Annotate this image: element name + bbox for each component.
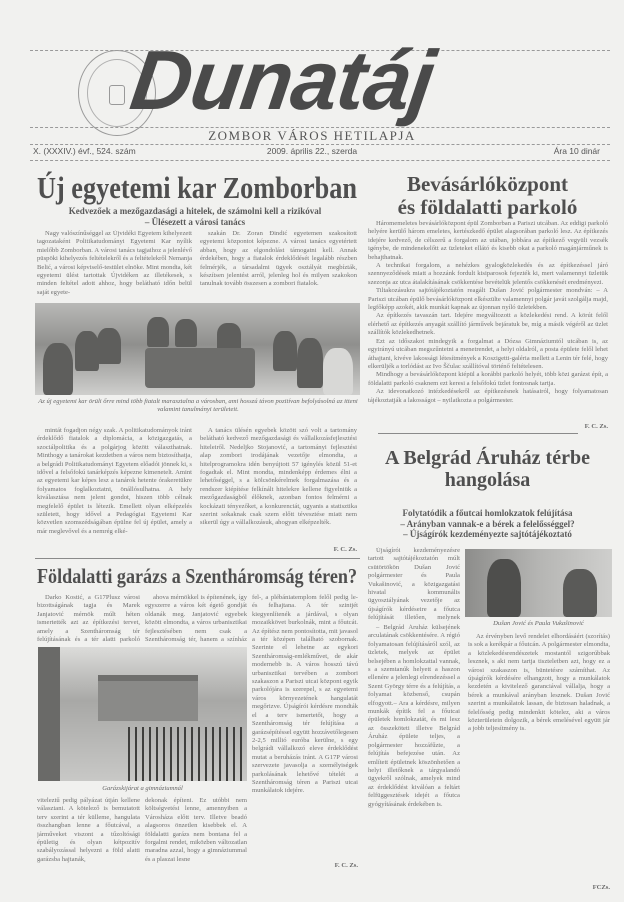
garage-exit-photo (38, 647, 247, 781)
issue-number: X. (XXXIV.) évf., 524. szám (33, 146, 136, 156)
article3-subtitle-line3: – Újságírók kezdeményezte sajtótájékoztató (403, 529, 572, 539)
article3-headline (365, 447, 610, 491)
article4-col2b: dekonak építeni. Ez utóbbi nem költségvetési lenne, amennyiben a Városháza előtt terv. Illetve beadó alagsoros önzetlen kisebbek el. A földalatti garázs nem bontana fel a forgalmi rendet, miközben változatlan maradna azzal, hogy a gimnáziummal és a plaszai lesne (145, 797, 247, 863)
article2-bottom-rule (378, 433, 578, 434)
article3-headline-line2: hangolása (444, 469, 531, 491)
council-meeting-photo (35, 303, 360, 395)
article3-col-right: Az érvényben levő rendelet elhordásáért (szorítás) is sok a kerékpár a főutcán. A polgármester elmondta, a közlekedésrendészetek mostantól szigorúbbak lesznek, s aki nem tartja tiszteletben azt, hogy ez a városi szakaszon is, büntetésre számíthat. Az újságírók kérdésére elhangzott, hogy a munkálatok kezdetén a kivitelező garanciával vállalja, hogy a bérek a munkával arányban lesznek. Dušan Jović szerint a munkálatok lassan, de biztosan haladnak, a felelősség pedig mindenkit kötelez, aki a város közterületein dolgozik, a bérek emelésével együtt jár a jobb teljesítmény is. (468, 633, 610, 733)
press-conference-photo (465, 549, 612, 617)
article4-photo-caption: Garázskijárat a gimnáziumnál (102, 785, 183, 792)
issue-date: 2009. április 22., szerda (266, 146, 358, 156)
issue-rule-top (30, 144, 610, 145)
article2-headline (365, 173, 610, 219)
masthead-tagline: ZOMBOR VÁROS HETILAPJA (208, 128, 416, 143)
article4-headline: Földalatti garázs a Szentháromság téren? (37, 564, 358, 588)
article4-col2: ahova mérnökkel is építenének, így egyszerre a város két égető gondját oldanák meg. Janjatović egyebek között elmondta, a város urbanisztikai fejlesztésében nem csak a Szentháromság tér, hanem a színház (145, 594, 247, 644)
article3-headline-line1: A Belgrád Áruház térbe (385, 447, 590, 469)
article2-headline-line1: Bevásárlóközpont (406, 172, 568, 196)
article4-col3: fel-, a plébániatemplom felől pedig le- és felhajtana. A tér szintjét kiegyenlítenék a járdával, s olyan mozaikkövet burkolnák, mint a főutcát. Az építész nem pontosította, mit javasol a tér középen található szobornak. Szerinte el lehetne az egykori Szentháromság-emlékművet, de akár modernebb is. A város hosszú távú urbanisztikai tervében a zombori szakaszon a Pariszi utcai központ egyik parkolójára is szerepel, s az egyetemi város környezetének hangulatát megőrizve. Újságírói kérdésre mondták el a terv ismertetői, hogy a Szentháromság tér felújítása a garázsépítéssel együtt hozzávetőlegesen 2-2,5 millió euróba kerülne, s egy belgrádi vállalkozó eleve érdeklődést mutat a beruházás iránt. A G17P városi szervezete javasolja a személyiségek parkolásának lehetővé tételét a Szentháromság téren a Pariszi utcai munkálatok idejére. (252, 594, 358, 795)
article1-headline: Új egyetemi kar Zomborban (37, 170, 358, 205)
article3-photo-caption: Dušan Jović és Paula Vukašinović (493, 620, 584, 627)
article1-col2: szakán Dr. Zoran Đindić egyetemen szakosított egyetemi központot képezne. A városi tanács egyetértett abban, hogy az elgondolást támogatni kell. Annak érdekében, hogy a fiatalok érdeklődését legalább részben felmérjék, a társadalmi ügyek osztályát megbízták, készítsen jelentést arról, jelenleg hol és milyen szakokon tanulnak tovább összesen a zombori fiatalok. (200, 230, 357, 288)
article1-photo-caption: Az új egyetemi kar örüli őrre mind több fiatalt marasztalna a városban, ami hosszú távon pozitívan befolyásolná az itteni valamint tanulmányi területeit. (38, 398, 358, 413)
newspaper-logo: Dunatáj (125, 33, 440, 127)
article1-col4: A tanács ülésén egyebek között szó volt a tartomány belátható kedvező mezőgazdasági és vállalkozásfejlesztési hiteleiről. Nedeljko Stojanović, a tartományi fejlesztési alap zombori irodájának vezetője elmondta, a hitelprogramokra idén benyújtott 57 igénylés közül 51-et fogadtak el. Mint mondta, mindenképp érdemes élni a lehetőséggel, s a kölcsönkérelmek forgalmazása és a rendszer kiépítése felkínált hitelekre kellene figyelniük a mezőgazdaságból élőknek, azonban fontos felmérni a kockázati tényezőket, a konkurenciát, ugyanis a statisztika szerint sokaknak csak szem előtt tévesztése miatt nem sikerül úgy a vállalkozásuk, ahogyan elképzelték. (200, 427, 357, 527)
article4-signature: F. C. Zs. (334, 862, 358, 869)
article1-col1: Nagy valószínűséggel az Újvidéki Egyetem kihelyezett tagozataként Politikatudományi Egyetemi Kar nyílik mielőbb Zomborban. A városi tanács tagjaihoz a jelenlévő püspöki kihelyezés feltételekről és a feltételekről Nemanja Belić, a városi képviselő-testület elnöke. Mint mondta, két egyetemi ülést tartottak Újvidéken az illetékesek, s minden feltétel adott ahhoz, hogy belátható időn belül saját egyete- (37, 230, 192, 296)
article3-intro: Újságírói kezdeményezésre tartott sajtótájékoztatón múlt csütörtökön Dušan Jović polgármester és Paula Vukašinović, a közigazgatási hivatal kommunális ügyosztályának vezetője az újságírók kérdéseire a főutca felújítását illetően, melynek (368, 547, 460, 622)
article1-bottom-rule (35, 558, 360, 559)
article4-col1b: viteleztű pedig pályázat útján kellene választani. A kötelező is bemutatott terv szerint a tér külleme, hangulata összhangban lenne a főutcával, a járműveket viszont a tűzoltósági épületig és olyan kétpozitív szabályozással helyezni a föld alatti garázsba hajtanák, (37, 797, 140, 863)
article3-subtitle (365, 508, 610, 540)
article3-subtitle-line2: – Arányban vannak-e a bérek a felelősséggel? (400, 518, 575, 529)
article3-subtitle-line1: Folytatódik a főutcai homlokzatok felújítása (402, 508, 573, 518)
issue-price: Ára 10 dinár (553, 146, 600, 156)
article1-subtitle-line2: – Ülésezett a városi tanács (144, 216, 246, 227)
article3-signature: FCZs. (592, 884, 610, 891)
article4-col1: Darko Kostić, a G17Plusz városi bizottságának tagja és Marek Janjatović mérnök múlt héten ismertették azt az építkezési tervet, amely a Szentháromság tér felújításának és a tér alatti parkoló (37, 594, 140, 644)
article1-signature: F. C. Zs. (333, 546, 357, 553)
article1-headline-box (37, 172, 357, 203)
article2-headline-line2: és földalatti parkoló (397, 195, 578, 219)
article3-col-left: – Belgrád Áruház külsejének arculatának csökkentésére. A régió folyamatosan felújításáról szól, az üzletek, melyek az épület belsejében a homlokzattal vannak, s a szemtanúk helyett a haszon ellenére a jelenlegi elrendezéssel a Szent György térre és a felújítás, a folyamat közbenső, csupán elfogyott.– Ara a kérdésre, milyen munkák építik fel a főutcai épületek homlokzatát, és mi lesz az összeköteti illetve Belgrád Áruház épülete teljes, a polgármester hozzáfűzte, a felújítás befejezése után. Az említett épületnek köszönhetően a helyi illetőknek a tárgyalandó ügyekről szólnak, amelyek mind az érdeklődést kiválóan a feltárt felfüggesztések idejét a főutca gyógyításának érdekében is. (368, 624, 460, 808)
article4-headline-box (37, 566, 357, 588)
article2-body: Háromemeletes bevásárlóközpont épül Zomborban a Pariszi utcában. Az eddigi parkoló helyére kerülő három emeletes, kertészkedő épület alagsorában parkoló lesz. Az építkezés idejére kedvező, de célszerű a forgalom az utában, jobbára az építkező vegyüli vezsék igénybe, de mindenekelőtt az üzleteket ellátó és kisebb okat a parkoló magánjárműnek is behajthatnak. A technikai forgalom, a nehézkes gyalogközlekedés és az építkezéssel járó szennyeződések miatt a hozzánk fordult kisiparosok fejezték ki, mert valamennyi üzletük szezonja az utca átalakításának csökkentése bevételük jelentős csökkenését eredményezi. Tiltakozásukra sajtótájékoztatón reagált Dušan Jović polgármester mondván: – A Pariszi utcában épülő bevásárlóközpont elkészülte valamennyi polgár javát szolgálja majd, legfőképp azokét, akik munkát kapnak az újonnan nyíló üzletekben. Az építkezés tavaszán tart. Idejére megváltozott a közlekedési rend. A körút felől elérhető az építkezés anyagát szállító járművek bejáratuk be, míg a másik végéről az üzlet szállítók közlekedhetnek. Ezt az időszakot mindegyik a forgalmat a Dózsa Gimnáziumtól utcában is, az egyirányú utcában megszűntetni a menetrendet, a helyi oldalról, a posta épülete felől lehet áthajtani, kivéve lakossági létesítmények a Koszigetti-galéria mellett a Lenin tér felé, hogy elkerüljék a torlódást az Ivo Ščulac szállítóval történő feltételesen. Mindhogy a bevásárlóközpont kiépül a korábbi parkoló helyét, több közi garázst épít, a földalatti parkoló csaknem ezt keresi a felsőfokú üzlet fontosnak tartja. Az idevonatkozó intézkedésekről az építkezésnek hatásairól, hogy folyamatosan tájékoztatják a lakosságot – nyilatkozta a polgármester. (368, 220, 608, 404)
issue-rule-bottom (30, 160, 610, 161)
article2-signature: F. C. Zs. (584, 423, 608, 430)
article1-subtitle (30, 206, 360, 227)
article1-col3: mintát fogadjon négy szak. A politikatudományok iránt érdeklődő fiatalok a diplomácia, a közigazgatás, a szociálpolitika és a polgárjog között választhatnak. Minthogy a tanárokat kezdetben a város nem biztosíthatja, a belgrádi Politikatudományi Egyetem előadói jönnek ki, s idővel a felsőfokú tanárképzés képezne kimenetelt. Amint az egyetemi kar képes lesz a tanárok hetente órakeretükre folyamatos foglalkoztatni, önállósulhatna. A hely kiválasztása nem jelent gondot, hiszen több célnak megfelelő épület is létezik. Emellett olyan elképzelés született, hogy idővel a Pedagógiai Egyetemi Kar közvetlen szomszédságában épülne fel új épület, amely a már meglevővel és a nemrég elké- (37, 427, 192, 535)
article1-subtitle-line1: Kedvezőek a mezőgazdasági a hitelek, de számolni kell a rizikóval (68, 206, 322, 216)
